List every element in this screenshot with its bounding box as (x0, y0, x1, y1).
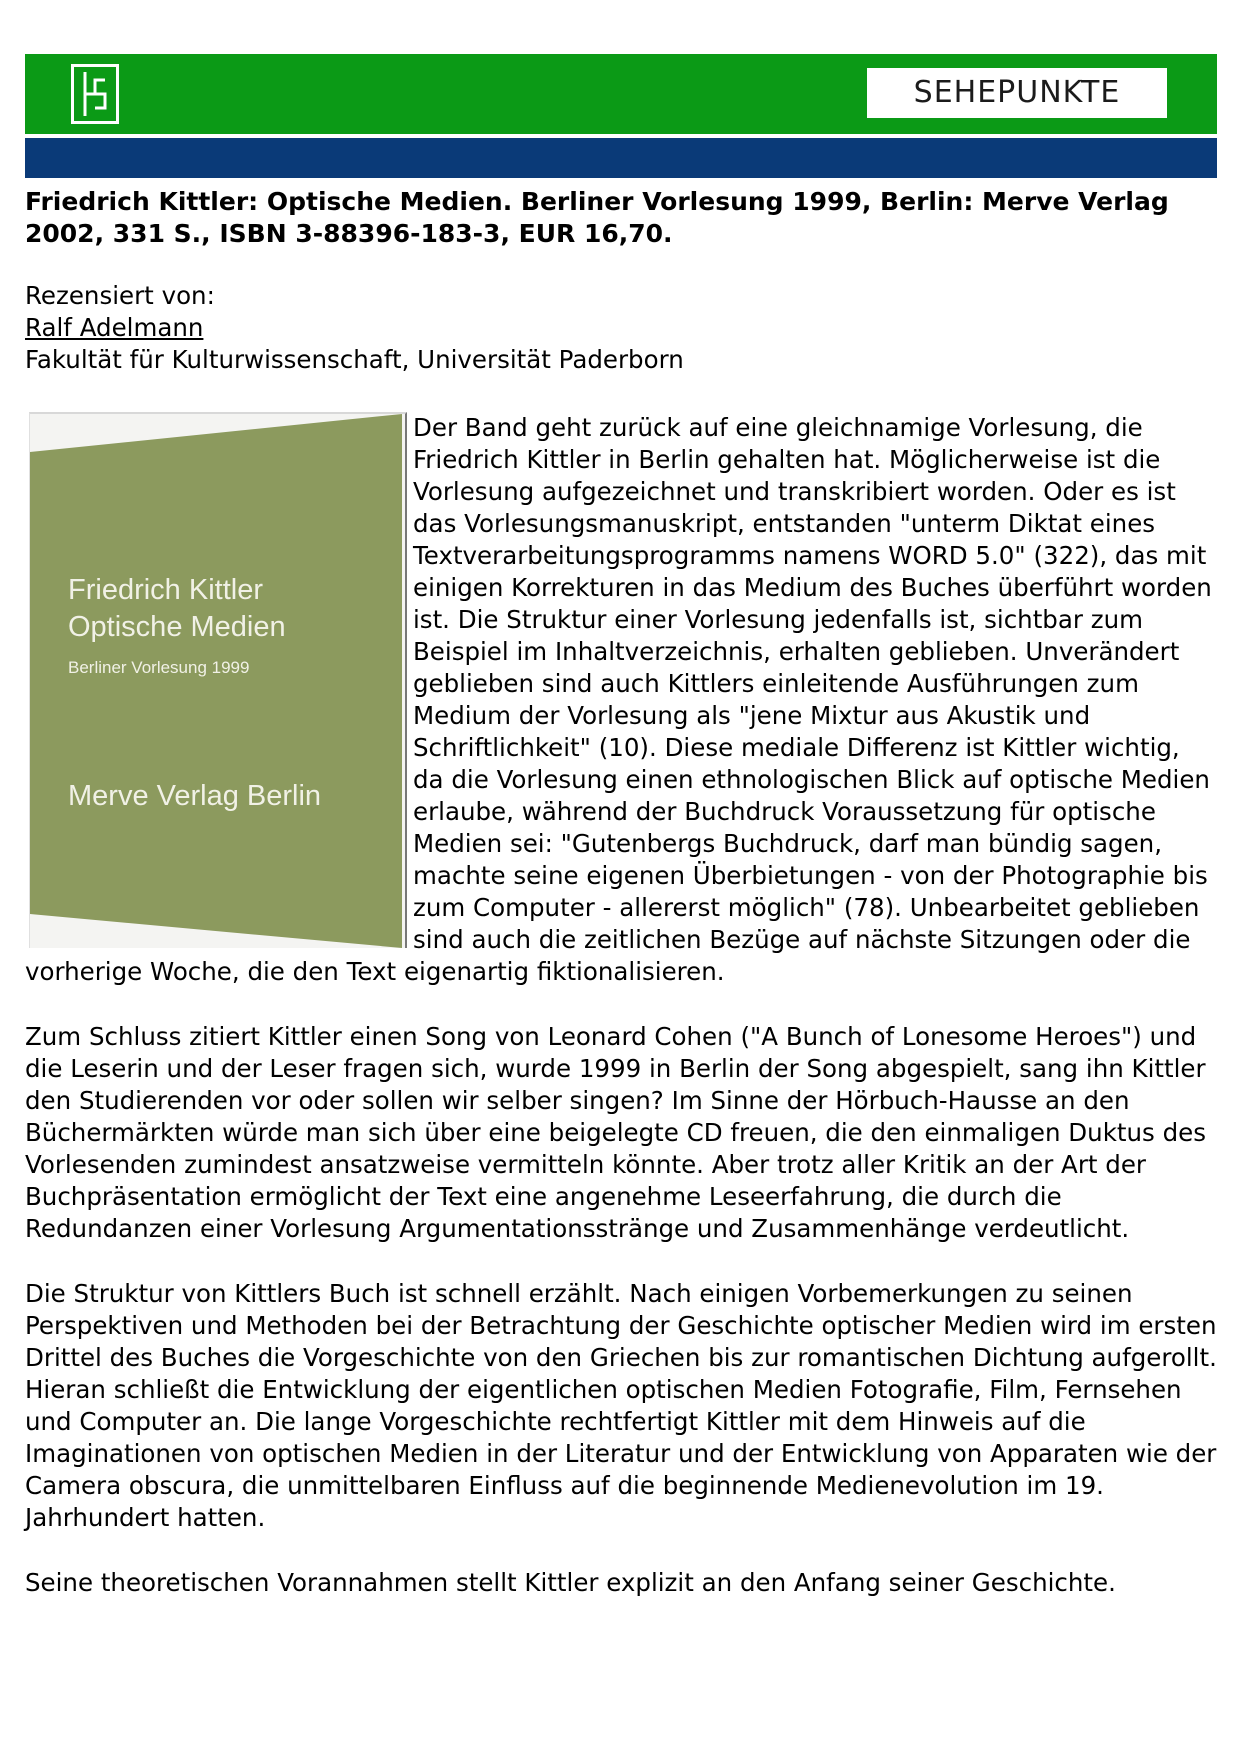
reviewer-block (25, 280, 1217, 376)
review-paragraph: Seine theoretischen Vorannahmen stellt Kittler explizit an den Anfang seiner Geschichte. (25, 1568, 1116, 1597)
review-paragraph: Der Band geht zurück auf eine gleichnamige Vorlesung, die Friedrich Kittler in Berlin gehalten hat. Möglicherweise ist die Vorlesung aufgezeichnet und transkribiert worden. Oder es ist das Vorlesungsmanuskript, entstanden "unterm Diktat eines Textverarbeitungsprogramms namens WORD 5.0" (322), das mit einigen Korrekturen in das Medium des Buches überführt worden ist. Die Struktur einer Vorlesung jedenfalls ist, sichtbar zum Beispiel im Inhaltverzeichnis, erhalten geblieben. Unverändert geblieben sind auch Kittlers einleitende Ausführungen zum Medium der Vorlesung als "jene Mixtur aus Akustik und Schriftlichkeit" (10). Diese mediale Differenz ist Kittler wichtig, da die Vorlesung einen ethnologischen Blick auf optische Medien erlaube, während der Buchdruck Voraussetzung für optische Medien sei: "Gutenbergs Buchdruck, darf man bündig sagen, machte seine eigenen Überbietungen - von der Photographie bis zum Computer - allererst möglich" (78). Unbearbeitet geblieben sind auch die zeitlichen Bezüge auf nächste Sitzungen oder die vorherige Woche, die den Text eigenartig fiktionalisieren. (25, 413, 1212, 986)
book-cover-image (29, 412, 407, 948)
reviewer-label: Rezensiert von: (25, 281, 215, 310)
reviewer-affiliation: Fakultät für Kulturwissenschaft, Universität Paderborn (25, 345, 684, 374)
review-body (25, 412, 1217, 1599)
sehepunkte-logo-icon[interactable] (71, 64, 119, 124)
reviewer-name-link[interactable]: Ralf Adelmann (25, 313, 204, 342)
header-stripe (25, 138, 1217, 178)
brand-logo[interactable]: SEHEPUNKTE (867, 68, 1167, 118)
cover-author: Friedrich Kittler (68, 574, 263, 606)
cover-subtitle: Berliner Vorlesung 1999 (68, 658, 250, 677)
review-paragraph: Die Struktur von Kittlers Buch ist schnell erzählt. Nach einigen Vorbemerkungen zu seinen Perspektiven und Methoden bei der Betrachtung der Geschichte optischer Medien wird im ersten Drittel des Buches die Vorgeschichte von den Griechen bis zur romantischen Dichtung aufgerollt. Hieran schließt die Entwicklung der eigentlichen optischen Medien Fotografie, Film, Fernsehen und Computer an. Die lange Vorgeschichte rechtfertigt Kittler mit dem Hinweis auf die Imaginationen von optischen Medien in der Literatur und der Entwicklung von Apparaten wie der Camera obscura, die unmittelbaren Einfluss auf die beginnende Medienevolution im 19. Jahrhundert hatten. (25, 1279, 1217, 1532)
cover-title: Optische Medien (68, 611, 286, 643)
header-bar (25, 54, 1217, 134)
review-paragraph: Zum Schluss zitiert Kittler einen Song von Leonard Cohen ("A Bunch of Lonesome Heroes") und die Leserin und der Leser fragen sich, wurde 1999 in Berlin der Song abgespielt, sang ihn Kittler den Studierenden vor oder sollen wir selber singen? Im Sinne der Hörbuch-Hausse an den Büchermärkten würde man sich über eine beigelegte CD freuen, die den einmaligen Duktus des Vorlesenden zumindest ansatzweise vermitteln könnte. Aber trotz aller Kritik an der Art der Buchpräsentation ermöglicht der Text eine angenehme Leseerfahrung, die durch die Redundanzen einer Vorlesung Argumentationsstränge und Zusammenhänge verdeutlicht. (25, 1022, 1206, 1243)
book-citation: Friedrich Kittler: Optische Medien. Berliner Vorlesung 1999, Berlin: Merve Verlag 2002, 331 S., ISBN 3-88396-183-3, EUR 16,70. (25, 187, 1169, 248)
cover-publisher: Merve Verlag Berlin (68, 780, 322, 812)
review-page (25, 54, 1217, 1632)
